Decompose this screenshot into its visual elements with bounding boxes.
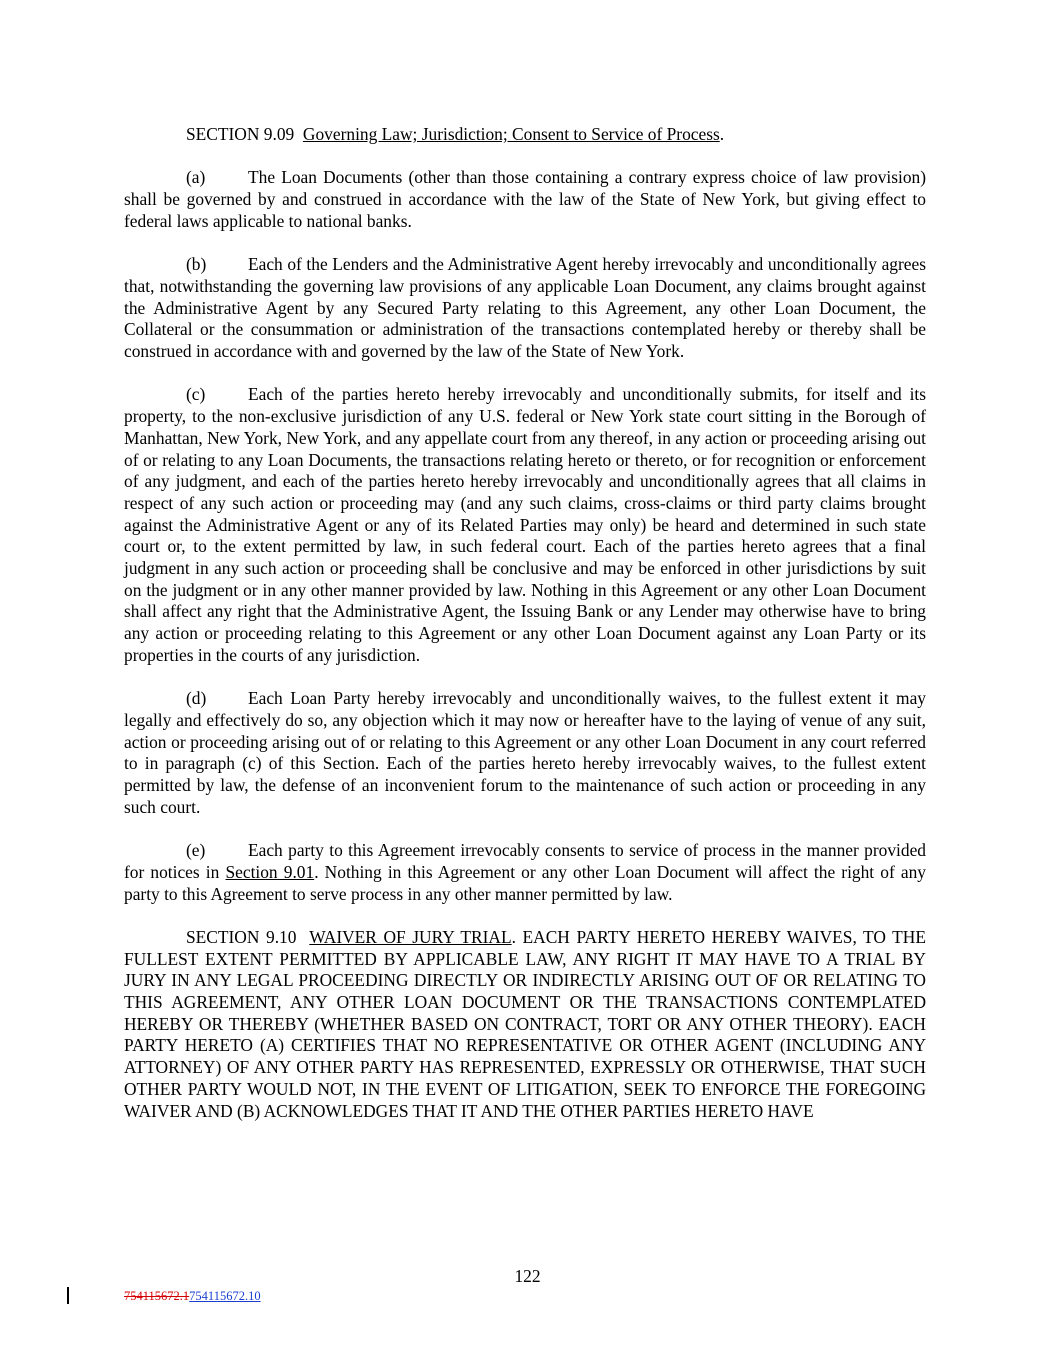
page-number: 122 — [514, 1266, 541, 1286]
paragraph-label: (d) — [186, 688, 207, 709]
section-9-09-heading: SECTION 9.09 Governing Law; Jurisdiction; Consent to Service of Process. — [186, 124, 725, 144]
paragraph-label: (a) — [186, 167, 206, 188]
section-number: SECTION 9.09 — [186, 124, 295, 144]
paragraph-text: Each party to this Agreement irrevocably consents to service of process in the manner provided for notices in — [124, 840, 926, 882]
section-text: . EACH PARTY HERETO HEREBY WAIVES, TO THE FULLEST EXTENT PERMITTED BY APPLICABLE LAW, ANY RIGHT IT MAY HAVE TO A TRIAL BY JURY IN ANY LEGAL PROCEEDING DIRECTLY OR INDIRECTLY ARISING OUT OF OR RELATING TO THIS AGREEMENT, ANY OTHER LOAN DOCUMENT OR THE TRANSACTIONS CONTEMPLATED HEREBY OR THEREBY (WHETHER BASED ON CONTRACT, TORT OR ANY OTHER THEORY). EACH PARTY HERETO (A) CERTIFIES THAT NO REPRESENTATIVE OR OTHER AGENT (INCLUDING ANY ATTORNEY) OF ANY OTHER PARTY HAS REPRESENTED, EXPRESSLY OR OTHERWISE, THAT SUCH OTHER PARTY WOULD NOT, IN THE EVENT OF LITIGATION, SEEK TO ENFORCE THE FOREGOING WAIVER AND (B) ACKNOWLEDGES THAT IT AND THE OTHER PARTIES HERETO HAVE — [124, 926, 926, 1121]
document-id — [124, 1289, 261, 1304]
paragraph-c — [124, 384, 926, 666]
paragraph-text: Each Loan Party hereby irrevocably and unconditionally waives, to the fullest extent it may legally and effectively do so, any objection which it may now or hereafter have to the laying of venue of any suit, action or proceeding arising out of or relating to this Agreement or any other Loan Document in any court referred to in paragraph (c) of this Section. Each of the parties hereto hereby irrevocably waives, to the fullest extent permitted by law, the defense of an inconvenient forum to the maintenance of such action or proceeding in any such court. — [124, 688, 926, 817]
section-number: SECTION 9.10 — [186, 926, 297, 947]
section-title: WAIVER OF JURY TRIAL — [309, 926, 512, 947]
section-9-10 — [124, 927, 926, 1122]
section-9-01-link[interactable]: Section 9.01 — [225, 861, 315, 882]
paragraph-text: Each of the parties hereto hereby irrevocably and unconditionally submits, for itself and its property, to the non-exclusive jurisdiction of any U.S. federal or New York state court sitting in the Borough of Manhattan, New York, New York, and any appellate court from any thereof, in any action or proceeding arising out of or relating to any Loan Documents, the transactions relating hereto or thereto, or for recognition or enforcement of any judgment, and each of the parties hereto hereby irrevocably and unconditionally agrees that all claims in respect of any such action or proceeding may (and any such claims, cross-claims or third party claims brought against the Administrative Agent or any of its Related Parties may only) be heard and determined in such state court or, to the extent permitted by law, in such federal court. Each of the parties hereto agrees that a final judgment in any such action or proceeding shall be conclusive and may be enforced in other jurisdictions by suit on the judgment or in any other manner provided by law. Nothing in this Agreement or any other Loan Document shall affect any right that the Administrative Agent, the Issuing Bank or any Lender may otherwise have to bring any action or proceeding relating to this Agreement or any other Loan Document against any Loan Party or its properties in the courts of any jurisdiction. — [124, 384, 926, 665]
doc-id-deleted: 754115672.1 — [124, 1289, 190, 1303]
paragraph-text: Each of the Lenders and the Administrative Agent hereby irrevocably and unconditionally agrees that, notwithstanding the governing law provisions of any applicable Loan Document, any claims brought against the Administrative Agent by any Secured Party relating to this Agreement, any other Loan Document, the Collateral or the consummation or administration of the transactions contemplated hereby or thereby shall be construed in accordance with and governed by the law of the State of New York. — [124, 254, 926, 361]
paragraph-text: The Loan Documents (other than those containing a contrary express choice of law provision) shall be governed by and construed in accordance with the law of the State of New York, but giving effect to federal laws applicable to national banks. — [124, 167, 926, 231]
paragraph-b — [124, 254, 926, 363]
doc-id-inserted: 754115672.10 — [189, 1289, 261, 1303]
paragraph-label: (c) — [186, 384, 206, 405]
paragraph-a — [124, 167, 926, 232]
section-title: Governing Law; Jurisdiction; Consent to Service of Process — [302, 124, 720, 144]
document-body — [124, 124, 926, 1144]
paragraph-e — [124, 840, 926, 905]
paragraph-label: (b) — [186, 254, 207, 275]
paragraph-label: (e) — [186, 840, 206, 861]
paragraph-d — [124, 688, 926, 818]
change-bar — [67, 1287, 69, 1304]
paragraph-text-continued: . Nothing in this Agreement or any other Loan Document will affect the right of any party to this Agreement to serve process in any other manner permitted by law. — [124, 861, 926, 904]
